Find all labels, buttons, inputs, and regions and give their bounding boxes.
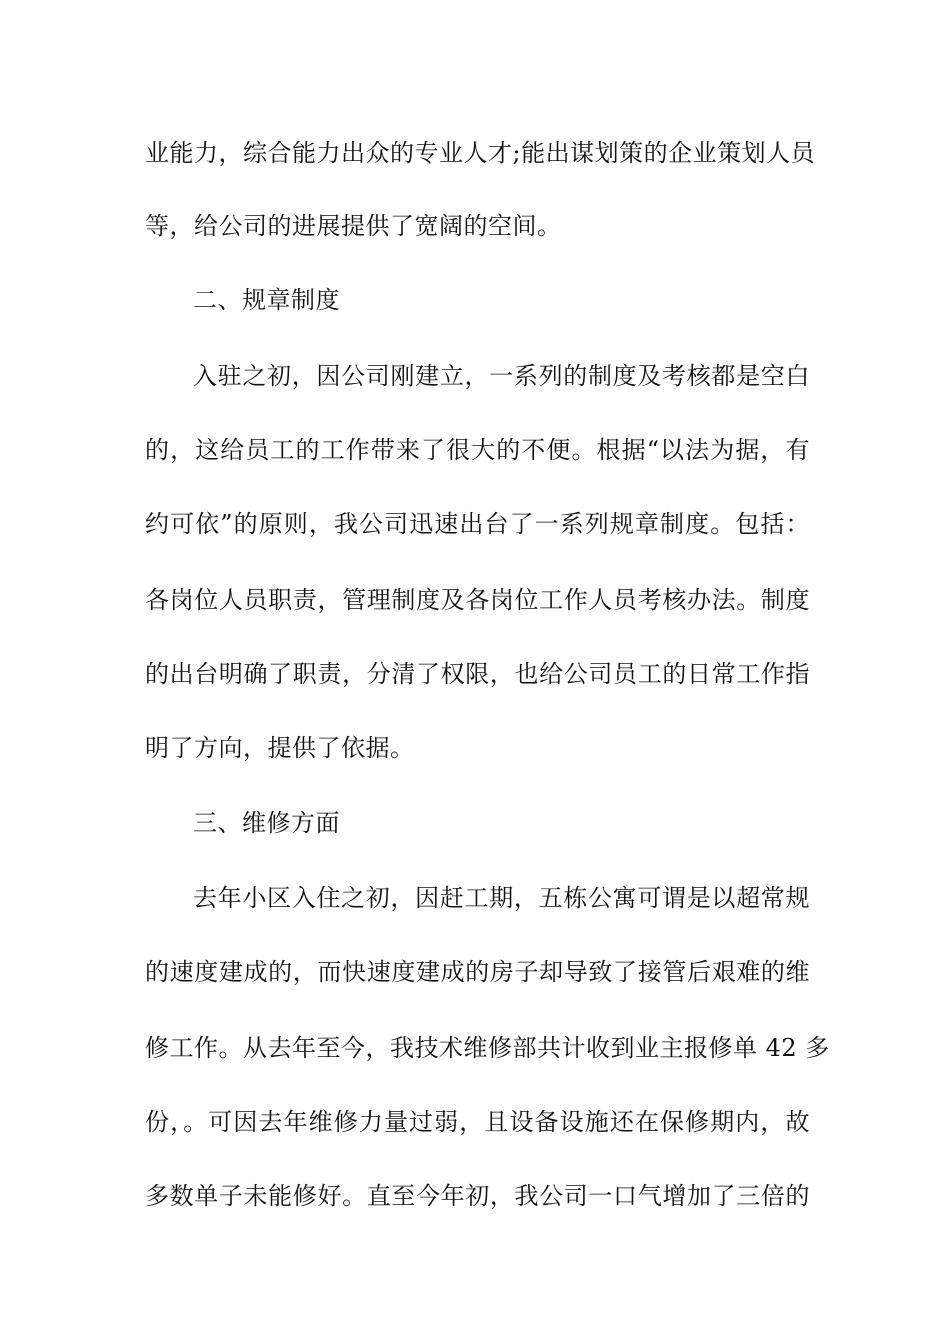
text-line: 修工作。从去年至今，我技术维修部共计收到业主报修单 42 多 [145,1034,830,1062]
text-line: 约可依”的原则，我公司迅速出台了一系列规章制度。包括： [145,510,810,538]
text-line: 明了方向，提供了依据。 [145,734,415,762]
text-line: 各岗位人员职责，管理制度及各岗位工作人员考核办法。制度 [145,586,810,614]
text-line: 业能力，综合能力出众的专业人才;能出谋划策的企业策划人员 [145,139,816,167]
text-line: 多数单子未能修好。直至今年初，我公司一口气增加了三倍的 [145,1182,810,1210]
text-line: 等，给公司的进展提供了宽阔的空间。 [145,212,562,240]
section-heading: 二、规章制度 [193,286,340,314]
section-heading: 三、维修方面 [193,809,340,837]
text-line: 的出台明确了职责，分清了权限，也给公司员工的日常工作指 [145,660,810,688]
text-line: 份，。可因去年维修力量过弱，且设备设施还在保修期内，故 [145,1108,810,1136]
text-line: 的，这给员工的工作带来了很大的不便。根据“以法为据，有 [145,436,810,464]
text-line: 的速度建成的，而快速度建成的房子却导致了接管后艰难的维 [145,958,810,986]
text-line: 入驻之初，因公司刚建立，一系列的制度及考核都是空白 [193,362,810,390]
text-line: 去年小区入住之初，因赶工期，五栋公寓可谓是以超常规 [193,884,810,912]
